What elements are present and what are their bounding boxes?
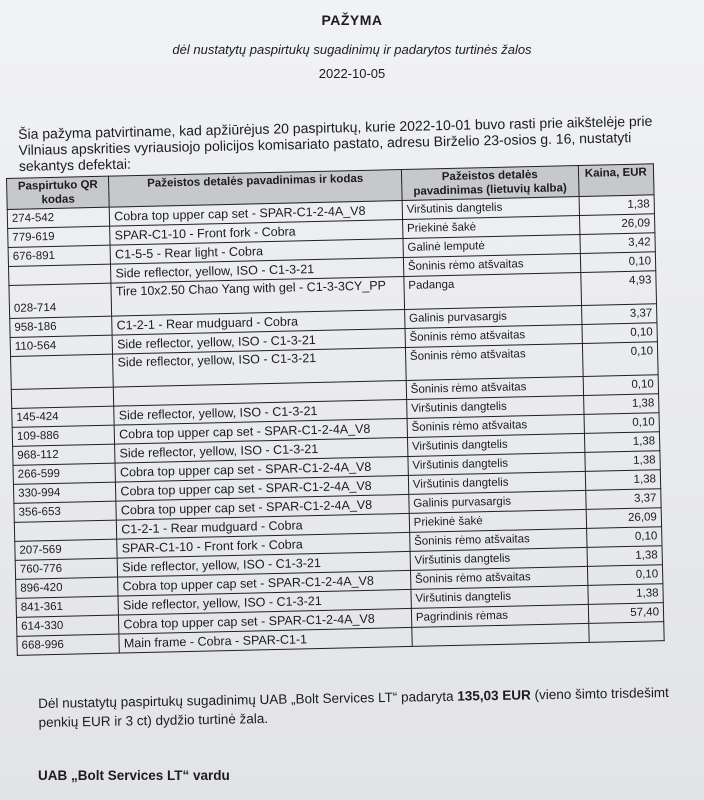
- qr-code-cell: 958-186: [10, 316, 113, 337]
- part-name-cell: Side reflector, yellow, ISO - C1-3-21: [118, 589, 411, 615]
- document-date: 2022-10-05: [318, 66, 386, 81]
- qr-code-cell: 676-891: [8, 245, 111, 266]
- part-name-cell: Cobra top upper cap set - SPAR-C1-2-4A_V8: [116, 475, 409, 501]
- part-name-cell: Side reflector, yellow, ISO - C1-3-21: [115, 437, 408, 463]
- qr-code-cell: [14, 520, 117, 541]
- total-amount: 135,03 EUR: [457, 687, 531, 704]
- price-cell: 1,38: [579, 195, 655, 216]
- price-cell: 26,09: [579, 214, 655, 235]
- price-cell: 1,38: [583, 394, 659, 415]
- part-name-lt-cell: Šoninis rėmo atšvaitas: [409, 528, 586, 551]
- part-name-lt-cell: Galinė lemputė: [403, 235, 580, 258]
- part-name-cell: C1-5-5 - Rear light - Cobra: [110, 239, 403, 265]
- part-name-lt-cell: Galinis purvasargis: [409, 490, 586, 513]
- qr-code-cell: 028-714: [9, 283, 112, 318]
- price-cell: [588, 622, 664, 643]
- part-name-cell: Side reflector, yellow, ISO - C1-3-21: [114, 399, 407, 425]
- part-name-lt-cell: Viršutinis dangtelis: [410, 547, 587, 570]
- price-cell: 0,10: [583, 375, 659, 396]
- part-name-cell: Side reflector, yellow, ISO - C1-3-21: [112, 328, 405, 354]
- qr-code-cell: 896-420: [16, 577, 119, 598]
- part-name-lt-cell: Viršutinis dangtelis: [408, 471, 585, 494]
- price-cell: 4,93: [580, 271, 656, 306]
- part-name-lt-cell: Šoninis rėmo atšvaitas: [407, 414, 584, 437]
- defects-table: [6, 163, 665, 656]
- part-name-cell: C1-2-1 - Rear mudguard - Cobra: [112, 309, 405, 335]
- part-name-lt-cell: Pagrindinis rėmas: [411, 604, 588, 627]
- summary-paragraph: [38, 683, 679, 732]
- part-name-cell: Cobra top upper cap set - SPAR-C1-2-4A_V8: [110, 201, 403, 227]
- part-name-lt-cell: Viršutinis dangtelis: [408, 452, 585, 475]
- price-cell: 0,10: [580, 252, 656, 273]
- part-name-cell: Side reflector, yellow, ISO - C1-3-21: [117, 551, 410, 577]
- part-name-cell: SPAR-C1-10 - Front fork - Cobra: [117, 532, 410, 558]
- price-cell: 3,42: [579, 233, 655, 254]
- part-name-cell: Side reflector, yellow, ISO - C1-3-21: [111, 258, 404, 284]
- part-name-lt-cell: Viršutinis dangtelis: [406, 395, 583, 418]
- qr-code-cell: 109-886: [12, 425, 115, 446]
- part-name-cell: Side reflector, yellow, ISO - C1-3-21: [113, 347, 406, 387]
- price-cell: 26,09: [586, 508, 662, 529]
- price-cell: 0,10: [584, 413, 660, 434]
- part-name-cell: SPAR-C1-10 - Front fork - Cobra: [110, 220, 403, 246]
- document-title: PAŽYMA: [321, 12, 383, 28]
- price-cell: 1,38: [584, 451, 660, 472]
- qr-code-cell: 841-361: [16, 596, 119, 617]
- qr-code-cell: 614-330: [16, 615, 119, 636]
- signature-line: UAB „Bolt Services LT“ vardu: [38, 768, 230, 783]
- price-cell: 57,40: [588, 603, 664, 624]
- qr-code-cell: 968-112: [13, 444, 116, 465]
- part-name-lt-cell: Šoninis rėmo atšvaitas: [403, 253, 580, 276]
- qr-code-cell: [11, 354, 114, 389]
- price-cell: 1,38: [587, 584, 663, 605]
- price-cell: 1,38: [587, 546, 663, 567]
- price-cell: 0,10: [582, 323, 658, 344]
- part-name-lt-cell: [412, 623, 589, 646]
- qr-code-cell: [9, 264, 112, 285]
- price-cell: 3,37: [581, 304, 657, 325]
- intro-paragraph: Šia pažyma patvirtiname, kad apžiūrėjus 20 paspirtukų, kurie 2022-10-01 buvo rasti prie aikštelėje prie Vilniaus apskrities vyriausiojo policijos komisariato pastato, adresu Birželio 23-osios g. 16, nustatyti sekantys defektai:: [18, 112, 653, 174]
- header-part-name-lt: Pažeistos detalės pavadinimas (lietuvių kalba): [401, 166, 578, 201]
- header-qr-code: Paspirtuko QR kodas: [7, 176, 110, 209]
- price-cell: 1,38: [584, 432, 660, 453]
- part-name-lt-cell: Viršutinis dangtelis: [407, 433, 584, 456]
- summary-text-before: Dėl nustatytų paspirtukų sugadinimų UAB „Bolt Services LT“ padaryta: [38, 688, 458, 711]
- qr-code-cell: 356-653: [14, 501, 117, 522]
- part-name-cell: Cobra top upper cap set - SPAR-C1-2-4A_V8: [118, 570, 411, 596]
- table-body: [7, 195, 664, 656]
- part-name-cell: Cobra top upper cap set - SPAR-C1-2-4A_V8: [114, 418, 407, 444]
- part-name-lt-cell: Šoninis rėmo atšvaitas: [410, 566, 587, 589]
- qr-code-cell: 274-542: [7, 207, 110, 228]
- part-name-cell: Main frame - Cobra - SPAR-C1-1: [119, 627, 412, 653]
- qr-code-cell: 760-776: [15, 558, 118, 579]
- summary-text-after: (vieno šimto trisdešimt penkių EUR ir 3 ct) dydžio turtinė žala.: [38, 684, 669, 730]
- part-name-lt-cell: Šoninis rėmo atšvaitas: [405, 343, 582, 380]
- qr-code-cell: 330-994: [13, 482, 116, 503]
- price-cell: 1,38: [585, 470, 661, 491]
- part-name-lt-cell: Šoninis rėmo atšvaitas: [406, 376, 583, 399]
- part-name-cell: Tire 10x2.50 Chao Yang with gel - C1-3-3CY_PP: [111, 277, 404, 317]
- price-cell: 3,37: [585, 489, 661, 510]
- part-name-cell: Cobra top upper cap set - SPAR-C1-2-4A_V8: [119, 608, 412, 634]
- qr-code-cell: 779-619: [8, 226, 111, 247]
- part-name-lt-cell: Priekinė šakė: [409, 509, 586, 532]
- part-name-lt-cell: Priekinė šakė: [402, 216, 579, 239]
- qr-code-cell: 110-564: [10, 335, 113, 356]
- part-name-lt-cell: Viršutinis dangtelis: [402, 197, 579, 220]
- qr-code-cell: 145-424: [12, 406, 115, 427]
- qr-code-cell: 266-599: [13, 463, 116, 484]
- part-name-lt-cell: Šoninis rėmo atšvaitas: [405, 324, 582, 347]
- part-name-cell: Cobra top upper cap set - SPAR-C1-2-4A_V8: [116, 494, 409, 520]
- part-name-lt-cell: Viršutinis dangtelis: [411, 585, 588, 608]
- header-price: Kaina, EUR: [578, 164, 654, 197]
- qr-code-cell: 207-569: [15, 539, 118, 560]
- header-part-name: Pažeistos detalės pavadinimas ir kodas: [109, 170, 402, 208]
- price-cell: 0,10: [587, 565, 663, 586]
- part-name-lt-cell: Galinis purvasargis: [404, 305, 581, 328]
- part-name-lt-cell: Padanga: [404, 272, 581, 309]
- price-cell: 0,10: [582, 342, 658, 377]
- qr-code-cell: 668-996: [17, 634, 120, 655]
- part-name-cell: C1-2-1 - Rear mudguard - Cobra: [117, 513, 410, 539]
- part-name-cell: Cobra top upper cap set - SPAR-C1-2-4A_V8: [115, 456, 408, 482]
- price-cell: 0,10: [586, 527, 662, 548]
- document-subtitle: dėl nustatytų paspirtukų sugadinimų ir padarytos turtinės žalos: [172, 42, 532, 57]
- qr-code-cell: [11, 387, 114, 408]
